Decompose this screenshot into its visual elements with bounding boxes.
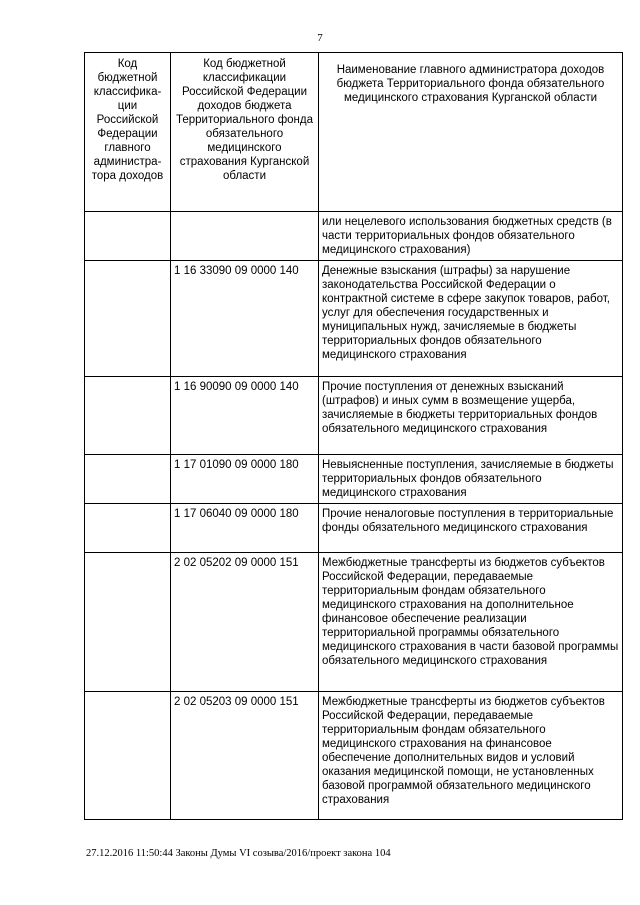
admin-code-cell: [85, 261, 171, 377]
name-cell: Денежные взыскания (штрафы) за нарушение законодательства Российской Федерации о контрактной системе в сфере закупок товаров, работ, услуг для обеспечения государственных и муниципальных нужд, зачисляемые в бюджеты территориальных фондов обязательного медицинского страхования: [319, 261, 623, 377]
income-code-cell: 2 02 05203 09 0000 151: [171, 692, 319, 820]
income-code-cell: 2 02 05202 09 0000 151: [171, 553, 319, 692]
admin-code-cell: [85, 212, 171, 261]
name-cell: Прочие неналоговые поступления в территориальные фонды обязательного медицинского страхования: [319, 504, 623, 553]
table-header-row: [85, 53, 623, 212]
budget-classification-table: [84, 52, 623, 820]
table-row: [85, 553, 623, 692]
admin-code-cell: [85, 553, 171, 692]
admin-code-cell: [85, 692, 171, 820]
name-cell: Межбюджетные трансферты из бюджетов субъектов Российской Федерации, передаваемые территориальным фондам обязательного медицинского страхования на дополнительное финансовое обеспечение реализации территориальной программы обязательного медицинского страхования в части базовой программы обязательного медицинского страхования: [319, 553, 623, 692]
admin-code-cell: [85, 455, 171, 504]
header-income-code: Код бюджетной классификации Российской Федерации доходов бюджета Территориального фонда обязательного медицинского страхования Курганской области: [171, 53, 319, 212]
document-footer: 27.12.2016 11:50:44 Законы Думы VI созыва/2016/проект закона 104: [86, 848, 391, 859]
name-cell: Межбюджетные трансферты из бюджетов субъектов Российской Федерации, передаваемые территориальным фондам обязательного медицинского страхования на финансовое обеспечение дополнительных видов и условий оказания медицинской помощи, не установленных базовой программой обязательного медицинского страхования: [319, 692, 623, 820]
table-row: [85, 261, 623, 377]
admin-code-cell: [85, 377, 171, 455]
table-row: [85, 692, 623, 820]
income-code-cell: [171, 212, 319, 261]
header-admin-code: Код бюджетной классифика-ции Российской Федерации главного администра-тора доходов: [85, 53, 171, 212]
name-cell: Прочие поступления от денежных взысканий (штрафов) и иных сумм в возмещение ущерба, зачисляемые в бюджеты территориальных фондов обязательного медицинского страхования: [319, 377, 623, 455]
income-code-cell: 1 17 06040 09 0000 180: [171, 504, 319, 553]
table-row: [85, 212, 623, 261]
income-code-cell: 1 16 90090 09 0000 140: [171, 377, 319, 455]
admin-code-cell: [85, 504, 171, 553]
table-row: [85, 504, 623, 553]
income-code-cell: 1 17 01090 09 0000 180: [171, 455, 319, 504]
income-code-cell: 1 16 33090 09 0000 140: [171, 261, 319, 377]
table-row: [85, 377, 623, 455]
name-cell: Невыясненные поступления, зачисляемые в бюджеты территориальных фондов обязательного медицинского страхования: [319, 455, 623, 504]
table-row: [85, 455, 623, 504]
header-admin-name: Наименование главного администратора доходов бюджета Территориального фонда обязательного медицинского страхования Курганской области: [319, 53, 623, 212]
name-cell: или нецелевого использования бюджетных средств (в части территориальных фондов обязательного медицинского страхования): [319, 212, 623, 261]
page-number: 7: [317, 32, 323, 44]
